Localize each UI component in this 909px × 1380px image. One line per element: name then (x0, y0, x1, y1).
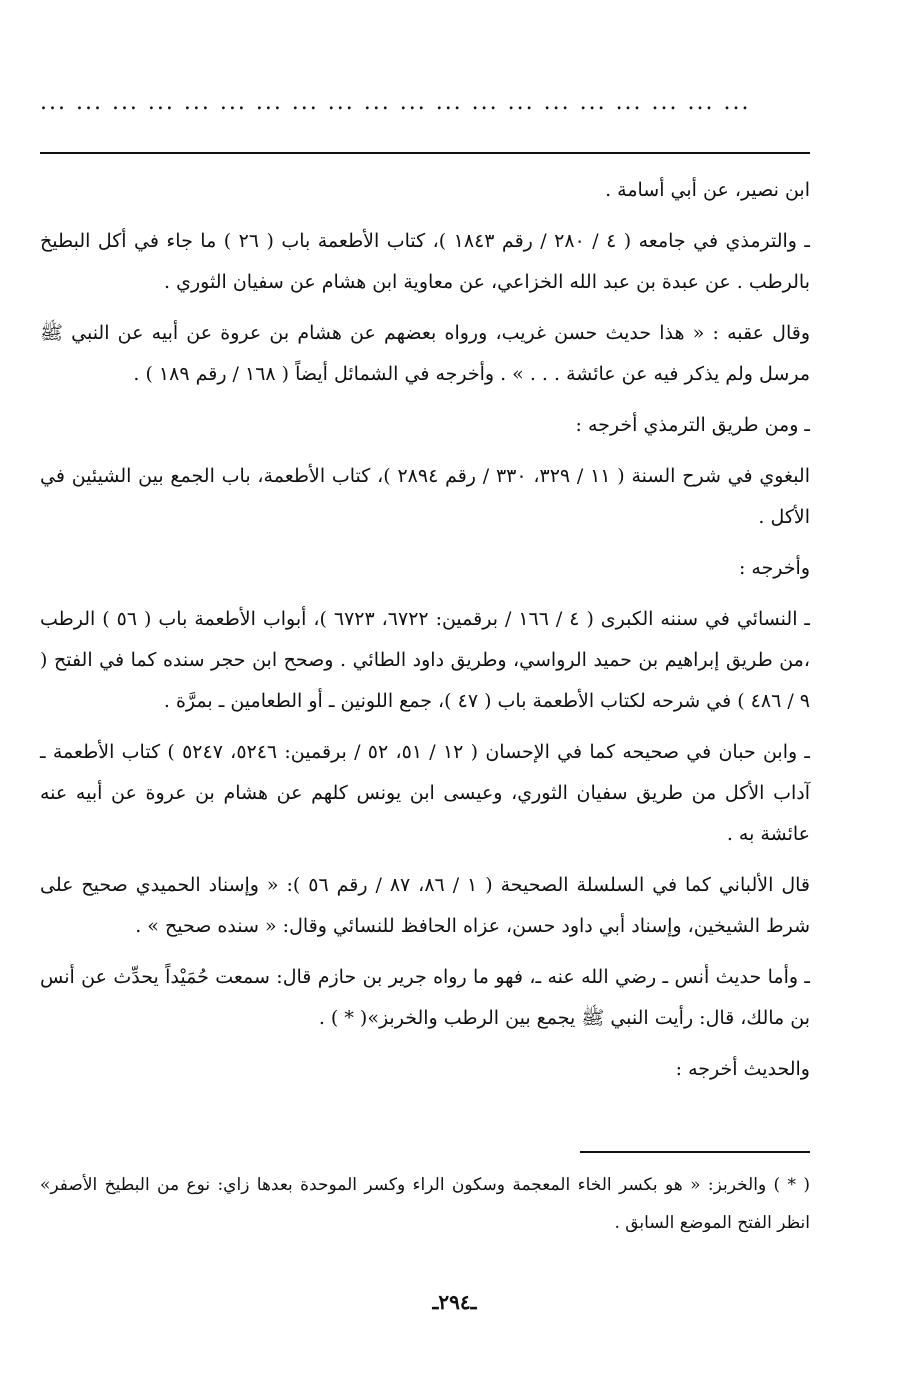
paragraph: ـ ومن طريق الترمذي أخرجه : (575, 414, 810, 436)
paragraph: ـ وأما حديث أنس ـ رضي الله عنه ـ، فهو ما رواه جرير بن حازم قال: سمعت حُمَيْداً يحدِّث عن أنس بن مالك، قال: رأيت النبي ﷺ يجمع بين الرطب والخربز»( * ) . (40, 966, 810, 1029)
main-text (40, 170, 810, 1100)
paragraph: ـ والترمذي في جامعه ( ٤ / ٢٨٠ / رقم ١٨٤٣ )، كتاب الأطعمة باب ( ٢٦ ) ما جاء في أكل البطيخ بالرطب . عن عبدة بن عبد الله الخزاعي، عن معاوية ابن هشام عن سفيان الثوري . (40, 230, 810, 293)
paragraph: ابن نصير، عن أبي أسامة . (605, 179, 810, 201)
paragraph: قال الألباني كما في السلسلة الصحيحة ( ١ / ٨٦، ٨٧ / رقم ٥٦ ): « وإسناد الحميدي صحيح على شرط الشيخين، وإسناد أبي داود حسن، عزاه الحافظ للنسائي وقال: « سنده صحيح » . (40, 874, 810, 937)
top-divider (40, 152, 810, 154)
paragraph: وأخرجه : (738, 557, 810, 579)
paragraph: ـ وابن حبان في صحيحه كما في الإحسان ( ١٢ / ٥١، ٥٢ / برقمين: ٥٢٤٦، ٥٢٤٧ ) كتاب الأطعمة ـ آداب الأكل من طريق سفيان الثوري، وعيسى ابن يونس كلهم عن هشام بن عروة عن أبيه عنه عائشة به . (40, 741, 810, 845)
footnote-text: ( * ) والخربز: « هو بكسر الخاء المعجمة وسكون الراء وكسر الموحدة بعدها زاي: نوع من البطيخ الأصفر» انظر الفتح الموضع السابق . (40, 1175, 810, 1233)
footnote-divider (580, 1151, 810, 1153)
ellipsis-separator: ... ... ... ... ... ... ... ... ... ... ... ... ... ... ... ... ... ... ... ... (40, 90, 751, 115)
paragraph: وقال عقبه : « هذا حديث حسن غريب، ورواه بعضهم عن هشام بن عروة عن أبيه عن النبي ﷺ مرسل ولم يذكر فيه عن عائشة . . . » . وأخرجه في الشمائل أيضاً ( ١٦٨ / رقم ١٨٩ ) . (40, 322, 810, 385)
page-number: ـ٢٩٤ـ (432, 1290, 477, 1314)
footnote (40, 1166, 810, 1242)
paragraph: ـ النسائي في سننه الكبرى ( ٤ / ١٦٦ / برقمين: ٦٧٢٢، ٦٧٢٣ )، أبواب الأطعمة باب ( ٥٦ ) الرطب ،من طريق إبراهيم بن حميد الرواسي، وطريق داود الطائي . وصحح ابن حجر سنده كما في الفتح ( ٩ / ٤٨٦ ) في شرحه لكتاب الأطعمة باب ( ٤٧ )، جمع اللونين ـ أو الطعامين ـ بمرَّة . (40, 608, 811, 712)
paragraph: البغوي في شرح السنة ( ١١ / ٣٢٩، ٣٣٠ / رقم ٢٨٩٤ )، كتاب الأطعمة، باب الجمع بين الشيئين في الأكل . (40, 465, 811, 528)
paragraph: والحديث أخرجه : (675, 1058, 810, 1080)
